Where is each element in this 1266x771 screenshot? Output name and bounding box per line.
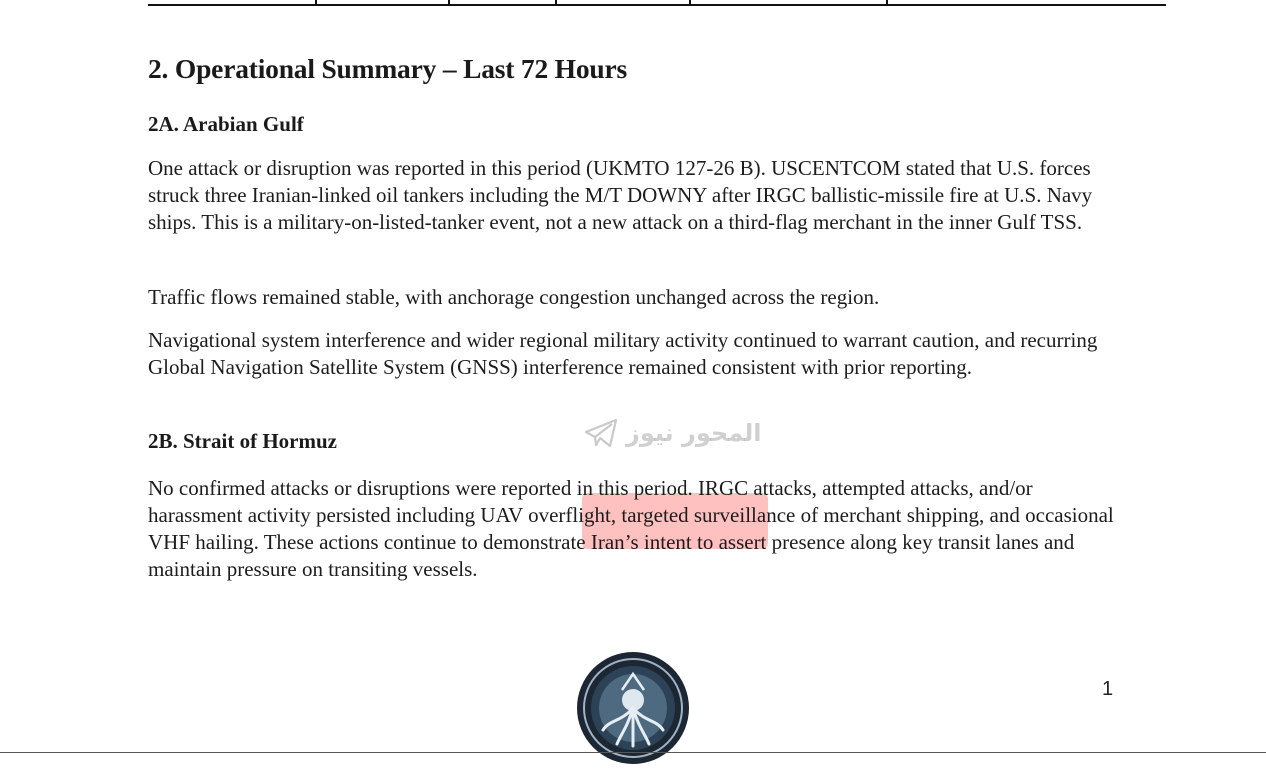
section-title: 2. Operational Summary – Last 72 Hours [148,53,628,84]
watermark [584,418,762,448]
subsection-heading-strait-of-hormuz: 2B. Strait of Hormuz [148,429,337,453]
paragraph: No confirmed attacks or disruptions were reported in this period. IRGC attacks, attempted attacks, and/or harassment activity persisted including UAV overflight, targeted surveillance of merchant shipping, and occasional VHF hailing. These actions continue to demonstrate Iran’s intent to assert presence along key transit lanes and maintain pressure on transiting vessels. [148,476,1114,581]
paragraph: Traffic flows remained stable, with anchorage congestion unchanged across the region. [148,285,880,309]
paragraph: Navigational system interference and wider regional military activity continued to warrant caution, and recurring Global Navigation Satellite System (GNSS) interference remained consistent with prior reporting. [148,328,1098,379]
telegram-icon [584,418,618,448]
table-column-divider [315,0,317,4]
table-column-divider [555,0,557,4]
page-number: 1 [1102,678,1114,700]
page-bottom-border [0,752,1266,753]
emblem-seal-icon [575,650,691,766]
paragraph: One attack or disruption was reported in this period (UKMTO 127-26 B). USCENTCOM stated that U.S. forces struck three Iranian-linked oil tankers including the M/T DOWNY after IRGC ballistic-missile fire at U.S. Navy ships. This is a military-on-listed-tanker event, not a new attack on a third-flag merchant in the inner Gulf TSS. [148,156,1093,234]
table-column-divider [448,0,450,4]
table-top-border [148,0,1166,6]
table-column-divider [886,0,888,4]
watermark-text: المحور نيوز [626,419,762,447]
subsection-heading-arabian-gulf: 2A. Arabian Gulf [148,112,304,136]
table-column-divider [689,0,691,4]
